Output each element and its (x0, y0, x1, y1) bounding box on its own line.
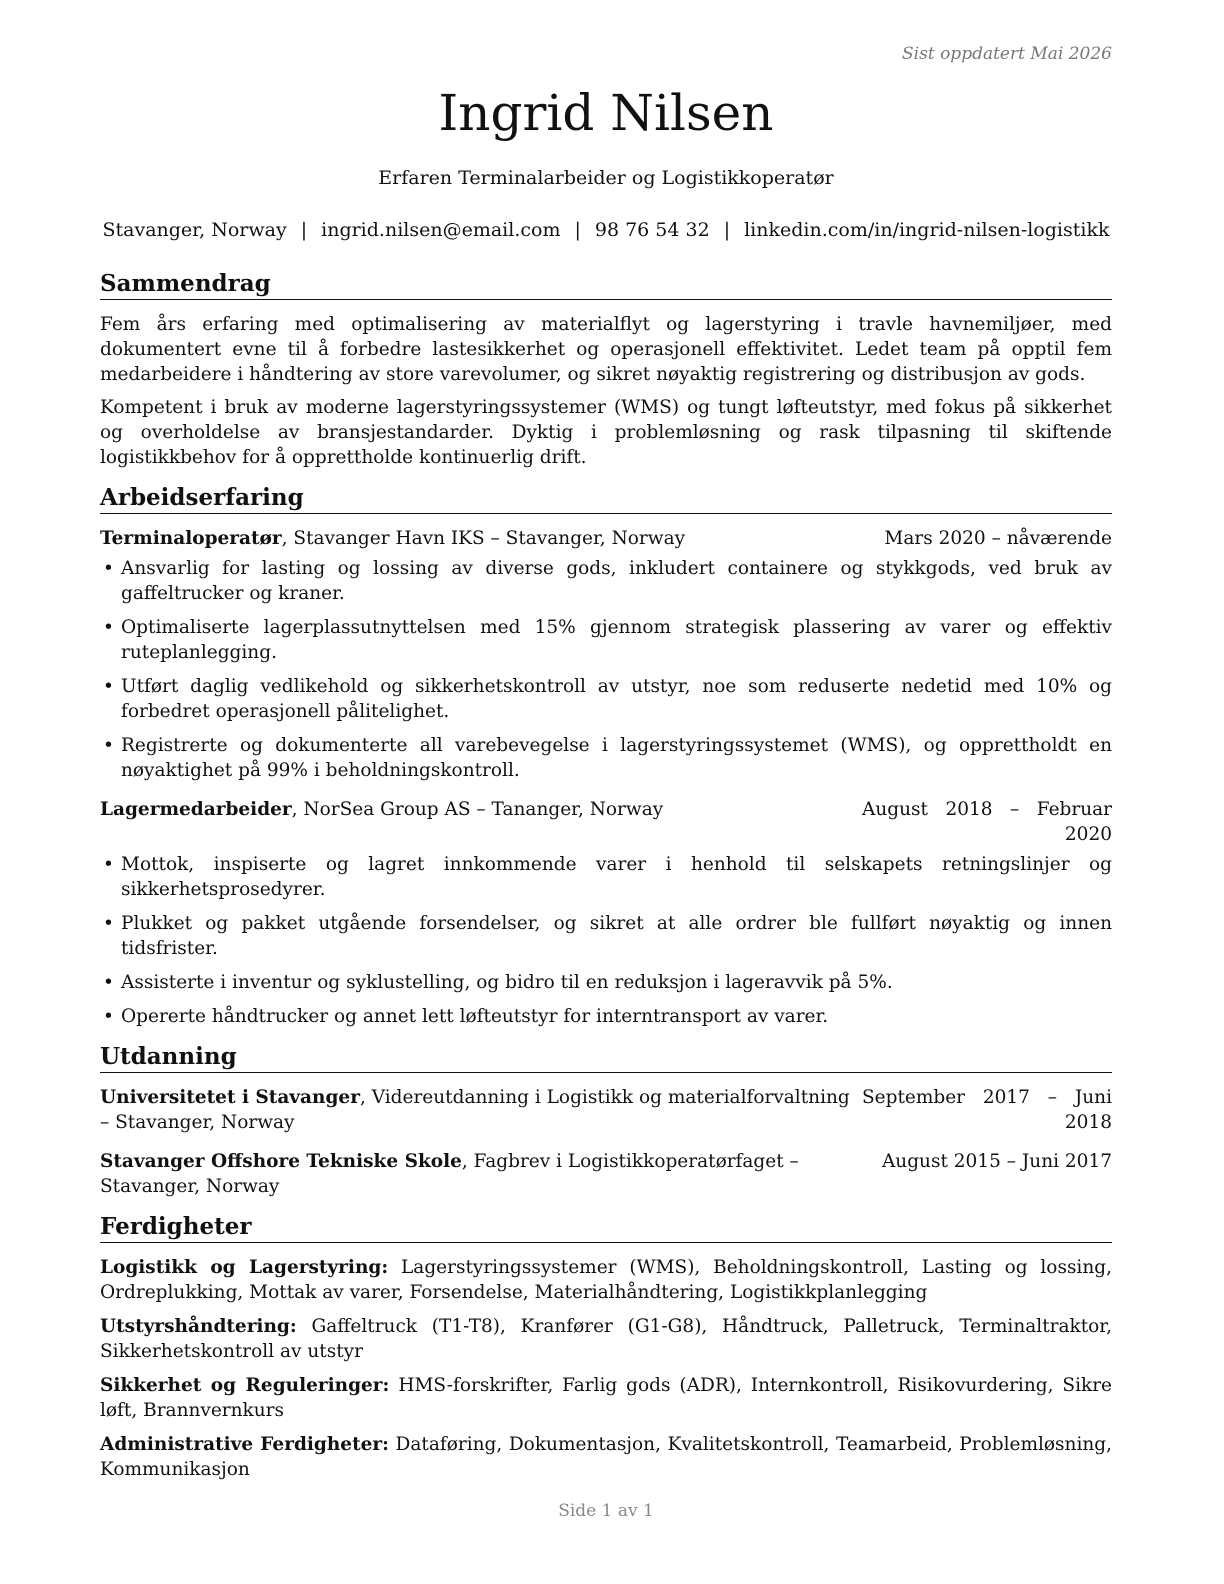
summary-paragraph: Fem års erfaring med optimalisering av materialflyt og lagerstyring i travle havnemiljøer, med dokumentert evne til å forbedre lastesikkerhet og operasjonell effektivitet. Ledet team på opptil fem medarbeidere i håndtering av store varevolumer, og sikret nøyaktig registrering og distribusjon av gods. (100, 314, 1112, 385)
last-updated: Sist oppdatert Mai 2026 (902, 44, 1112, 64)
skill-group (100, 1255, 1112, 1305)
page-number: Side 1 av 1 (558, 1501, 654, 1521)
section-title-skills: Ferdigheter (100, 1213, 1112, 1243)
section-title-experience: Arbeidserfaring (100, 484, 1112, 514)
section-title-education: Utdanning (100, 1043, 1112, 1073)
contact-location: Stavanger, Norway (102, 219, 287, 241)
job-title: Erfaren Terminalarbeider og Logistikkoperatør (378, 167, 834, 189)
contact-linkedin[interactable]: linkedin.com/in/ingrid-nilsen-logistikk (744, 219, 1110, 241)
list-item: • Mottok, inspiserte og lagret innkommende varer i henhold til selskapets retningslinjer og sikkerhetsprosedyrer. (100, 852, 1112, 902)
skill-label: Logistikk og Lagerstyring: (100, 1257, 389, 1278)
list-item: • Ansvarlig for lasting og lossing av diverse gods, inkludert containere og stykkgods, ved bruk av gaffeltrucker og kraner. (100, 556, 1112, 606)
job-details: , Stavanger Havn IKS – Stavanger, Norway (281, 528, 686, 549)
skill-label: Sikkerhet og Reguleringer: (100, 1375, 390, 1396)
job-dates: August 2018 – Februar 2020 (862, 799, 1112, 845)
list-item: • Assisterte i inventur og syklustelling, og bidro til en reduksjon i lageravvik på 5%. (100, 970, 1112, 995)
skill-group (100, 1373, 1112, 1423)
job-header (100, 526, 1112, 551)
education-dates: August 2015 – Juni 2017 (881, 1151, 1112, 1172)
skill-text: Lagerstyringssystemer (WMS), Beholdningskontroll, Lasting og lossing, Ordreplukking, Mottak av varer, Forsendelse, Materialhåndtering, Logistikkplanlegging (100, 1257, 1112, 1303)
resume-content (100, 270, 1112, 1491)
list-item: • Utført daglig vedlikehold og sikkerhetskontroll av utstyr, noe som reduserte nedetid med 10% og forbedret operasjonell pålitelighet. (100, 674, 1112, 724)
job-details: , NorSea Group AS – Tananger, Norway (291, 799, 664, 820)
job-bullets (100, 852, 1112, 1029)
job-bullets (100, 556, 1112, 783)
skill-label: Administrative Ferdigheter: (100, 1434, 389, 1455)
summary-paragraph: Kompetent i bruk av moderne lagerstyringssystemer (WMS) og tungt løfteutstyr, med fokus på sikkerhet og overholdelse av bransjestandarder. Dyktig i problemløsning og rask tilpasning til skiftende logistikkbehov for å opprettholde kontinuerlig drift. (100, 397, 1112, 468)
resume-page (100, 0, 1112, 1584)
list-item: • Optimaliserte lagerplassutnyttelsen med 15% gjennom strategisk plassering av varer og effektiv ruteplanlegging. (100, 615, 1112, 665)
contact-line (100, 219, 1112, 241)
job-header (100, 797, 1112, 847)
job-role: Terminaloperatør (100, 528, 282, 549)
contact-phone: 98 76 54 32 (594, 219, 710, 241)
list-item: • Opererte håndtrucker og annet lett løfteutstyr for interntransport av varer. (100, 1004, 1112, 1029)
education-item (100, 1149, 1112, 1199)
contact-email[interactable]: ingrid.nilsen@email.com (321, 219, 561, 241)
skill-group (100, 1314, 1112, 1364)
contact-separator: | (723, 219, 731, 241)
section-title-summary: Sammendrag (100, 270, 1112, 300)
education-details: , Fagbrev i Logistikkoperatørfaget – Stavanger, Norway (100, 1151, 799, 1197)
skill-group (100, 1432, 1112, 1482)
job-info (100, 797, 862, 822)
list-item: • Registrerte og dokumenterte all varebevegelse i lagerstyringssystemet (WMS), og opprettholdt en nøyaktighet på 99% i beholdningskontroll. (100, 733, 1112, 783)
contact-separator: | (574, 219, 581, 241)
skill-text: Gaffeltruck (T1-T8), Kranfører (G1-G8), Håndtruck, Palletruck, Terminaltraktor, Sikkerhetskontroll av utstyr (100, 1316, 1112, 1362)
job-role: Lagermedarbeider (100, 799, 292, 820)
education-details: , Videreutdanning i Logistikk og materialforvaltning – Stavanger, Norway (100, 1087, 850, 1133)
job-info (100, 526, 884, 551)
education-school: Stavanger Offshore Tekniske Skole (100, 1151, 462, 1172)
contact-separator: | (300, 219, 308, 241)
education-info (100, 1149, 882, 1199)
skill-text: HMS-forskrifter, Farlig gods (ADR), Internkontroll, Risikovurdering, Sikre løft, Brannvernkurs (100, 1375, 1112, 1421)
education-school: Universitetet i Stavanger (100, 1087, 360, 1108)
job-dates: Mars 2020 – nåværende (884, 528, 1112, 549)
education-info (100, 1085, 862, 1135)
person-name: Ingrid Nilsen (438, 84, 774, 142)
education-dates: September 2017 – Juni 2018 (862, 1087, 1112, 1133)
list-item: • Plukket og pakket utgående forsendelser, og sikret at alle ordrer ble fullført nøyaktig og innen tidsfrister. (100, 911, 1112, 961)
education-item (100, 1085, 1112, 1135)
skill-text: Dataføring, Dokumentasjon, Kvalitetskontroll, Teamarbeid, Problemløsning, Kommunikasjon (100, 1434, 1113, 1480)
skill-label: Utstyrshåndtering: (100, 1316, 297, 1337)
